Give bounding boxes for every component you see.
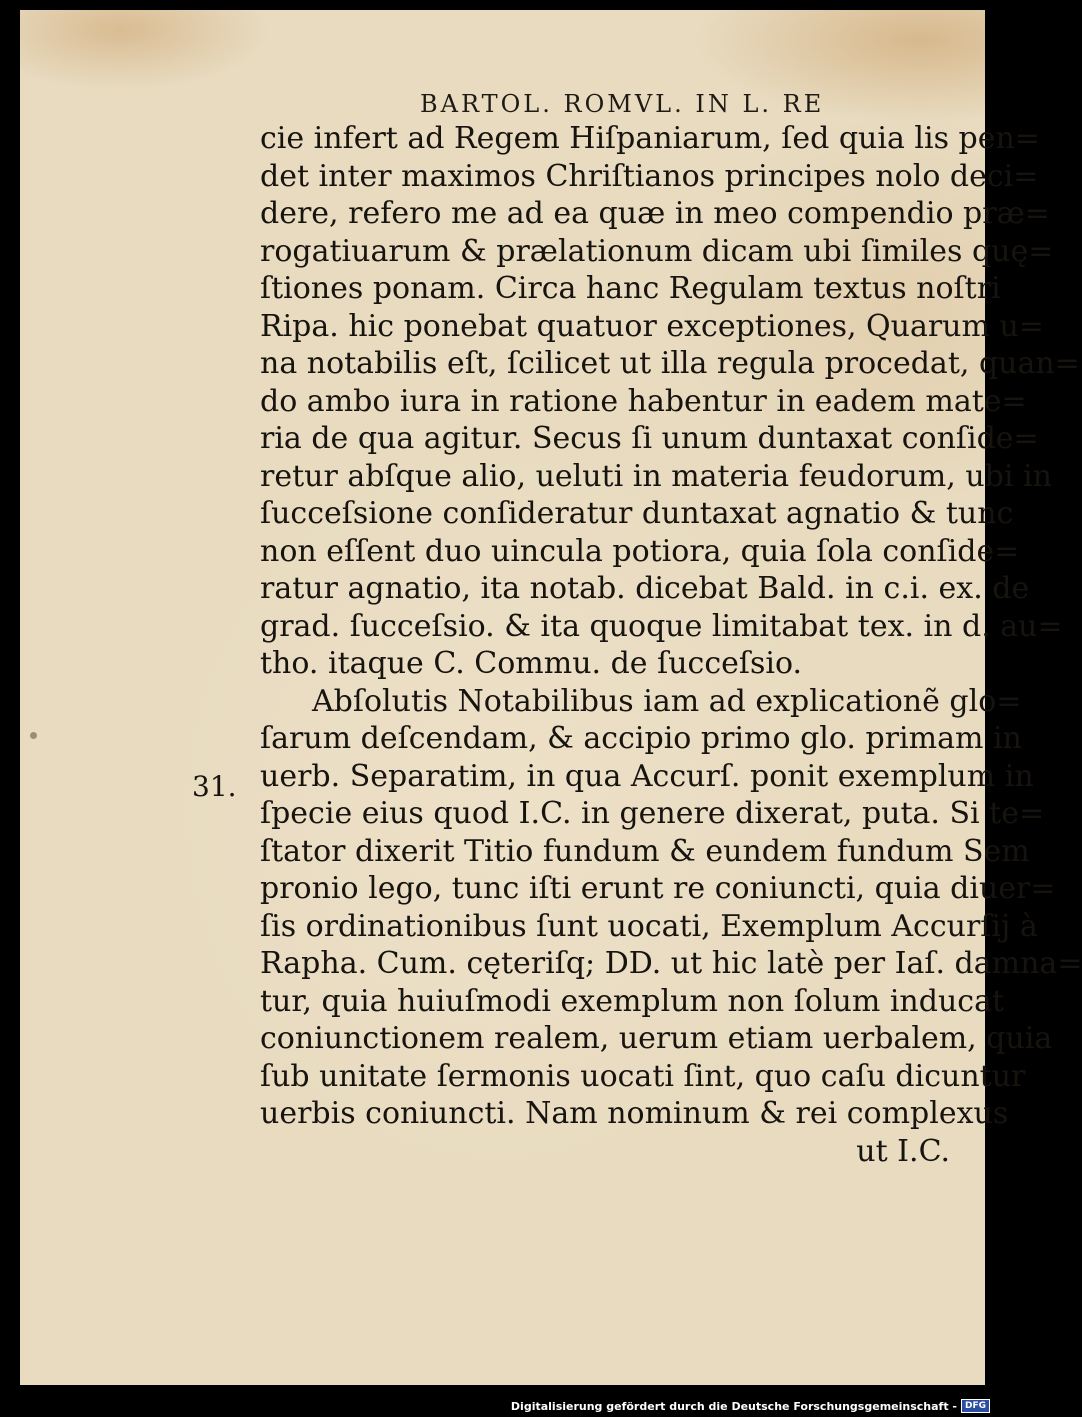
footer-credit: Digitalisierung gefördert durch die Deutsche Forschungsgemeinschaft - bbox=[510, 1399, 957, 1413]
text-line: ſis ordinationibus ſunt uocati, Exemplum Accurſij à bbox=[260, 908, 1038, 944]
text-line: tur, quia huiuſmodi exemplum non ſolum inducat bbox=[260, 983, 1005, 1019]
text-line: grad. ſucceſsio. & ita quoque limitabat tex. in d. au= bbox=[260, 608, 1063, 644]
text-line: ſarum deſcendam, & accipio primo glo. primam in bbox=[260, 721, 1022, 756]
text-line: tho. itaque C. Commu. de ſucceſsio. bbox=[260, 646, 803, 681]
digitization-footer bbox=[511, 1399, 990, 1413]
running-head: BARTOL. ROMVL. IN L. RE bbox=[420, 90, 825, 118]
text-line: cie infert ad Regem Hiſpaniarum, ſed quia lis pen= bbox=[260, 121, 1040, 156]
text-line: uerbis coniuncti. Nam nominum & rei complexus bbox=[260, 1096, 1009, 1131]
text-line: non eſſent duo uincula potiora, quia ſola conſide= bbox=[260, 533, 1020, 569]
paper-spot bbox=[30, 732, 37, 739]
text-line: uerb. Separatim, in qua Accurſ. ponit exemplum in bbox=[260, 758, 1034, 794]
text-line: dere, refero me ad ea quæ in meo compendio præ= bbox=[260, 196, 1050, 231]
catchword: ut I.C. bbox=[856, 1133, 950, 1169]
dfg-logo-icon: DFG bbox=[961, 1399, 990, 1413]
text-line: na notabilis eſt, ſcilicet ut illa regula procedat, quan= bbox=[260, 346, 1080, 381]
text-line: ſub unitate ſermonis uocati ſint, quo caſu dicuntur bbox=[260, 1058, 1026, 1094]
margin-number: 31. bbox=[192, 770, 237, 803]
text-line: rogatiuarum & prælationum dicam ubi ſimiles quę= bbox=[260, 233, 1054, 269]
text-line: ſtator dixerit Titio fundum & eundem fundum Sem bbox=[260, 833, 1030, 869]
text-line: ſtiones ponam. Circa hanc Regulam textus noſtri bbox=[260, 271, 1001, 306]
text-line: retur abſque alio, ueluti in materia feudorum, ubi in bbox=[260, 458, 1052, 494]
text-line: pronio lego, tunc iſti erunt re coniuncti, quia diuer= bbox=[260, 871, 1056, 906]
text-line: ratur agnatio, ita notab. dicebat Bald. in c.i. ex. de bbox=[260, 571, 1030, 606]
text-line: Rapha. Cum. cęteriſq; DD. ut hic latè per Iaſ. damna= bbox=[260, 946, 1082, 981]
text-line: do ambo iura in ratione habentur in eadem mate= bbox=[260, 383, 1027, 419]
paragraph-start-line: Abſolutis Notabilibus iam ad explicationẽ glo= bbox=[312, 683, 1022, 719]
text-line: coniunctionem realem, uerum etiam uerbalem, quia bbox=[260, 1021, 1053, 1056]
text-line: ria de qua agitur. Secus ſi unum duntaxat conſide= bbox=[260, 421, 1039, 456]
text-line: ſucceſsione conſideratur duntaxat agnatio & tunc bbox=[260, 496, 1014, 531]
text-line: ſpecie eius quod I.C. in genere dixerat, puta. Si te= bbox=[260, 796, 1045, 831]
text-line: det inter maximos Chriſtianos principes nolo deci= bbox=[260, 158, 1039, 194]
text-line: Ripa. hic ponebat quatuor exceptiones, Quarum u= bbox=[260, 308, 1044, 344]
body-text bbox=[260, 120, 1082, 1170]
